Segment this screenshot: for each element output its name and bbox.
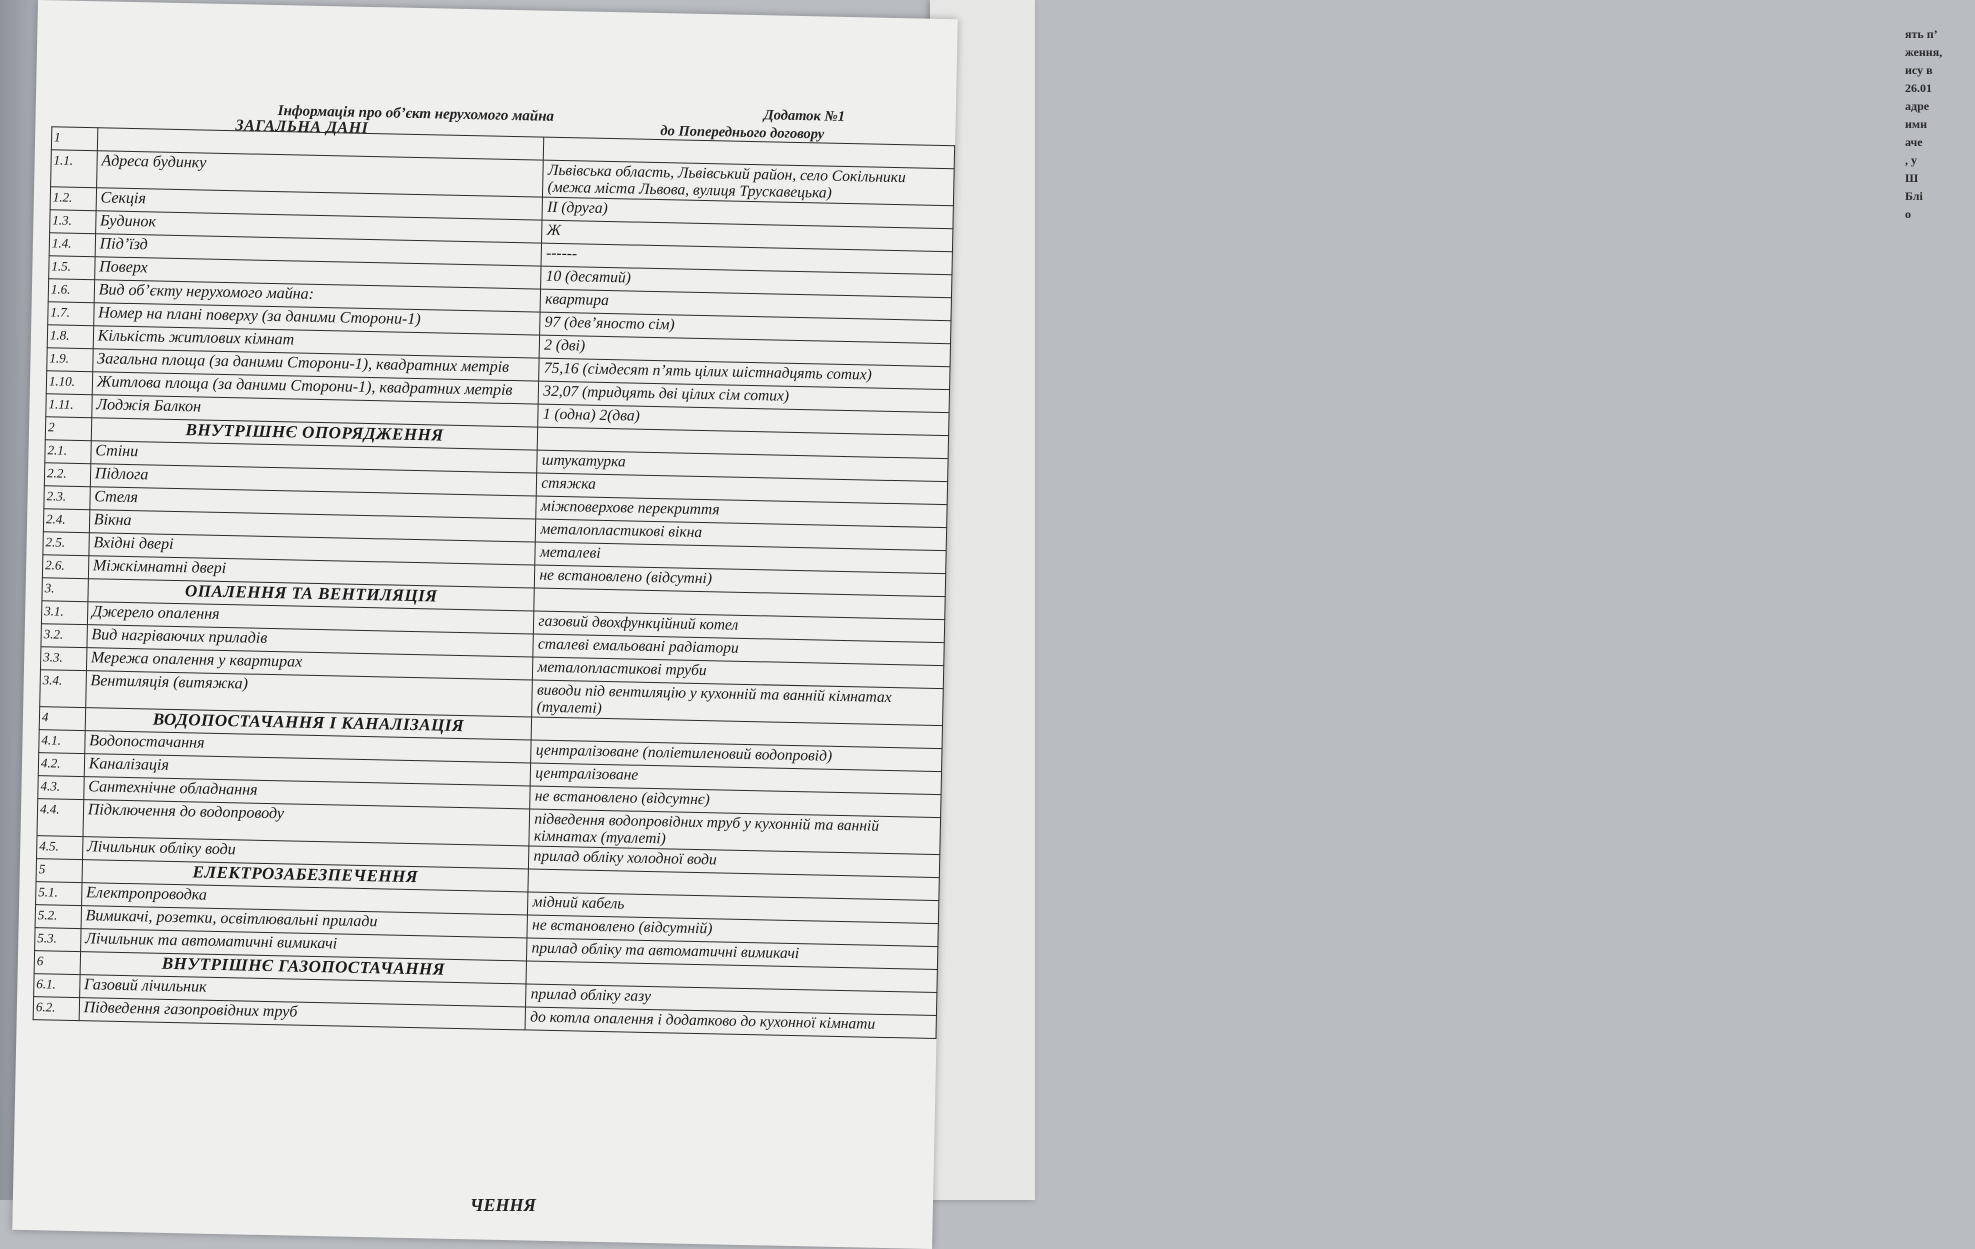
field-value: виводи під вентиляцію у кухонній та ванній кімнатах (туалеті) — [532, 680, 943, 726]
underlying-text-line: ження, — [1905, 45, 1943, 59]
field-name: Вхідні двері — [89, 533, 536, 565]
field-value: Ж — [542, 220, 953, 252]
field-value: не встановлено (відсутні) — [535, 565, 946, 597]
field-value: II (друга) — [542, 197, 953, 229]
field-value: Львівська область, Львівський район, село Сокільники (межа міста Львова, вулиця Трускавецька) — [543, 160, 954, 206]
underlying-text-line: аче — [1905, 135, 1923, 149]
field-name: Сантехнічне обладнання — [84, 777, 531, 809]
field-value: централізоване — [531, 763, 942, 795]
row-number: 3.2. — [41, 624, 87, 648]
field-value: міжповерхове перекриття — [536, 496, 947, 528]
field-value: металопластикові труби — [533, 657, 944, 689]
appendix-label: Додаток №1 — [763, 107, 846, 125]
field-value: 1 (одна) 2(два) — [538, 404, 949, 436]
field-name: Водопостачання — [84, 731, 531, 763]
field-name: Мережа опалення у квартирах — [86, 648, 533, 680]
row-number: 6 — [34, 951, 80, 975]
row-number: 5.2. — [35, 905, 81, 929]
row-number: 1 — [51, 127, 97, 151]
row-number: 5.1. — [36, 882, 82, 906]
document-page — [12, 0, 958, 1249]
field-name: Електропроводка — [81, 883, 528, 915]
row-number: 5 — [36, 859, 82, 883]
underlying-text-line: адре — [1905, 99, 1930, 113]
underlying-text-line: Блі — [1905, 189, 1923, 203]
field-name: Вікна — [89, 510, 536, 542]
row-number: 1.7. — [48, 302, 94, 326]
row-number: 1.10. — [46, 371, 92, 395]
underlying-text-line: , у — [1905, 153, 1917, 167]
field-value: газовий двохфункційний котел — [534, 611, 945, 643]
row-number: 2.6. — [42, 555, 88, 579]
row-number: 6.1. — [34, 974, 80, 998]
field-name: Джерело опалення — [87, 602, 534, 634]
underlying-page-text — [1905, 25, 1975, 223]
row-number: 1.8. — [47, 325, 93, 349]
field-value: прилад обліку та автоматичні вимикачі — [527, 938, 938, 970]
field-value: 10 (десятий) — [541, 266, 952, 298]
field-value: 75,16 (сімдесят п’ять цілих шістнадцять сотих) — [539, 358, 950, 390]
section-title: ВНУТРІШНЄ ГАЗОПОСТАЧАННЯ — [80, 952, 527, 984]
section-title: ЕЛЕКТРОЗАБЕЗПЕЧЕННЯ — [82, 860, 529, 892]
property-info-table — [33, 126, 956, 1039]
row-number: 1.4. — [49, 233, 95, 257]
field-value: стяжка — [537, 473, 948, 505]
row-number: 2.3. — [44, 486, 90, 510]
row-number: 2.5. — [43, 532, 89, 556]
field-value: ------ — [541, 243, 952, 275]
underlying-text-line: 26.01 — [1905, 81, 1932, 95]
field-value: 2 (дві) — [540, 335, 951, 367]
field-name: Підлога — [90, 464, 537, 496]
row-number: 1.11. — [46, 394, 92, 418]
field-value: не встановлено (відсутнє) — [530, 786, 941, 818]
row-number: 4 — [39, 707, 85, 731]
field-value: сталеві емальовані радіатори — [533, 634, 944, 666]
field-name: Лоджія Балкон — [92, 395, 539, 427]
field-value: 32,07 (тридцять дві цілих сім сотих) — [539, 381, 950, 413]
field-value: централізоване (поліетиленовий водопровід) — [531, 740, 942, 772]
field-name: Будинок — [95, 211, 542, 243]
section-title: ОПАЛЕННЯ ТА ВЕНТИЛЯЦІЯ — [88, 579, 535, 611]
field-name: Каналізація — [84, 754, 531, 786]
field-value: прилад обліку газу — [526, 984, 937, 1016]
field-name: Секція — [96, 188, 543, 220]
field-name: Газовий лічильник — [79, 975, 526, 1007]
row-number: 2 — [45, 417, 91, 441]
field-value: 97 (дев’яносто сім) — [540, 312, 951, 344]
document-title: Інформація про об’єкт нерухомого майна — [277, 103, 555, 125]
row-number: 6.2. — [33, 997, 79, 1021]
row-number: 2.1. — [45, 440, 91, 464]
field-value: металопластикові вікна — [536, 519, 947, 551]
row-number: 4.4. — [37, 799, 84, 837]
row-number: 5.3. — [35, 928, 81, 952]
field-value: підведення водопровідних труб у кухонній та ванній кімнатах (туалеті) — [529, 809, 940, 855]
field-name: Вид об’єкту нерухомого майна: — [94, 280, 541, 312]
underlying-text-line: ять п’ — [1905, 27, 1938, 41]
field-name: Номер на плані поверху (за даними Сторони-1) — [93, 303, 540, 335]
row-number: 3. — [42, 578, 88, 602]
next-section-title-partial: ЧЕННЯ — [470, 1195, 536, 1215]
field-value: металеві — [535, 542, 946, 574]
row-number: 3.3. — [40, 647, 86, 671]
field-value: прилад обліку холодної води — [529, 846, 940, 878]
field-name: Лічильник та автоматичні вимикачі — [80, 929, 527, 961]
field-name: Вимикачі, розетки, освітлювальні прилади — [81, 906, 528, 938]
row-number: 4.1. — [39, 730, 85, 754]
field-name: Міжкімнатні двері — [88, 556, 535, 588]
section-title: ВОДОПОСТАЧАННЯ І КАНАЛІЗАЦІЯ — [85, 708, 532, 740]
field-name: Стіни — [91, 441, 538, 473]
row-number: 4.2. — [38, 753, 84, 777]
row-number: 2.4. — [43, 509, 89, 533]
field-name: Житлова площа (за даними Сторони-1), квадратних метрів — [92, 372, 539, 404]
field-value: не встановлено (відсутній) — [527, 915, 938, 947]
row-number: 3.1. — [41, 601, 87, 625]
field-name: Вид нагріваючих приладів — [87, 625, 534, 657]
field-name: Загальна площа (за даними Сторони-1), квадратних метрів — [92, 349, 539, 381]
appendix-subtitle: до Попереднього договору — [660, 123, 825, 143]
row-number: 1.1. — [51, 150, 98, 188]
underlying-text-line: Ш — [1905, 171, 1919, 185]
field-name: Підключення до водопроводу — [83, 800, 530, 846]
field-name: Лічильник обліку води — [82, 837, 529, 869]
row-number: 1.3. — [50, 210, 96, 234]
row-number: 4.5. — [37, 836, 83, 860]
underlying-text-line: ису в — [1905, 63, 1933, 77]
section-title: ВНУТРІШНЄ ОПОРЯДЖЕННЯ — [91, 418, 538, 450]
field-name: Адреса будинку — [96, 151, 543, 197]
field-value: до котла опалення і додатково до кухонної кімнати — [525, 1007, 936, 1039]
underlying-text-line: о — [1905, 207, 1911, 221]
row-number: 1.6. — [48, 279, 94, 303]
field-name: Стеля — [90, 487, 537, 519]
underlying-text-line: имн — [1905, 117, 1928, 131]
row-number: 1.9. — [47, 348, 93, 372]
field-name: Кількість житлових кімнат — [93, 326, 540, 358]
field-name: Підведення газопровідних труб — [79, 998, 526, 1030]
row-number: 1.2. — [50, 187, 96, 211]
row-number: 3.4. — [40, 670, 87, 708]
field-name: Поверх — [94, 257, 541, 289]
row-number: 4.3. — [38, 776, 84, 800]
field-name: Вентиляція (витяжка) — [85, 671, 532, 717]
row-number: 1.5. — [49, 256, 95, 280]
field-value: мідний кабель — [528, 892, 939, 924]
row-number: 2.2. — [44, 463, 90, 487]
section-general-title: ЗАГАЛЬНА ДАНІ — [235, 117, 369, 137]
field-value: квартира — [540, 289, 951, 321]
field-value: штукатурка — [537, 450, 948, 482]
field-name: Під’їзд — [95, 234, 542, 266]
